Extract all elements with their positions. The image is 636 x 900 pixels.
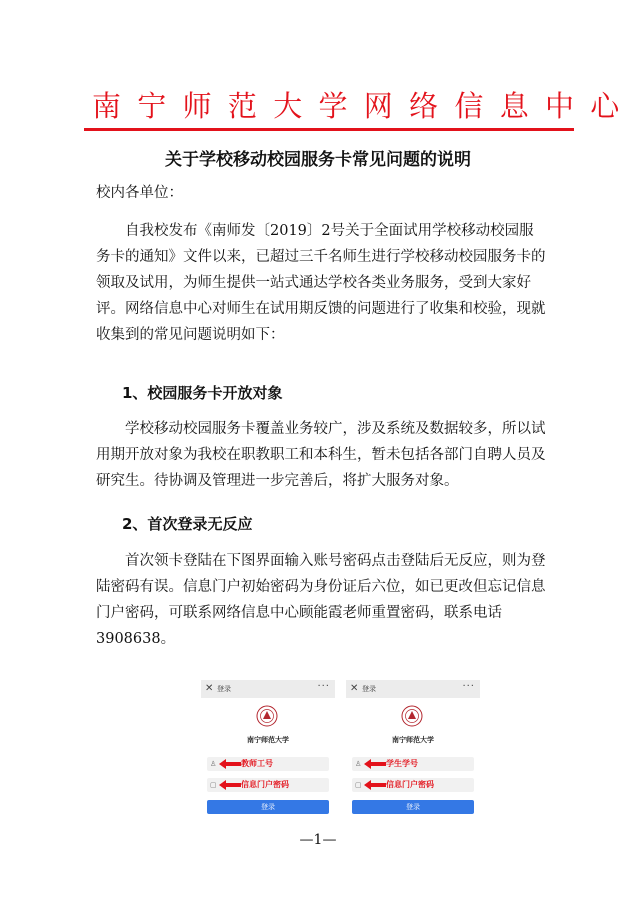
- login-screenshot-student: [346, 680, 480, 818]
- user-icon: ♙: [355, 760, 362, 768]
- university-name: 南宁师范大学: [392, 736, 434, 744]
- lock-icon: ▢: [210, 781, 217, 789]
- salutation: 校内各单位：: [96, 185, 183, 201]
- section-2-heading: 2、首次登录无反应: [122, 515, 253, 533]
- account-field[interactable]: [207, 757, 329, 771]
- lock-icon: ▢: [355, 781, 362, 789]
- red-arrow-icon: [219, 780, 241, 790]
- login-button[interactable]: 登录: [352, 800, 474, 814]
- title-bar: [201, 680, 335, 698]
- university-name: 南宁师范大学: [247, 736, 289, 744]
- account-field-label: 教师工号: [241, 759, 273, 768]
- red-arrow-icon: [219, 759, 241, 769]
- password-field-label: 信息门户密码: [386, 780, 434, 789]
- intro-paragraph: 自我校发布《南师发〔2019〕2号关于全面试用学校移动校园服务卡的通知》文件以来，已超过三千名师生进行学校移动校园服务卡的领取及试用，为师生提供一站式通达学校各类业务服务，受到大家好评。网络信息中心对师生在试用期反馈的问题进行了收集和校验，现就收集到的常见问题说明如下：: [96, 223, 546, 343]
- more-icon[interactable]: ···: [317, 681, 330, 692]
- more-icon[interactable]: ···: [462, 681, 475, 692]
- password-field[interactable]: [352, 778, 474, 792]
- section-2-body: 首次领卡登陆在下图界面输入账号密码点击登陆后无反应，则为登陆密码有误。信息门户初始密码为身份证后六位，如已更改但忘记信息门户密码，可联系网络信息中心顾能霞老师重置密码，联系电话3908638。: [96, 553, 546, 647]
- screen-title: 登录: [362, 685, 376, 693]
- letterhead-title: 南宁师范大学网络信息中心: [92, 89, 636, 123]
- login-screenshot-teacher: [201, 680, 335, 818]
- document-title: 关于学校移动校园服务卡常见问题的说明: [165, 150, 471, 170]
- close-icon[interactable]: ✕: [350, 683, 359, 694]
- letterhead-rule: [84, 128, 574, 131]
- password-field[interactable]: [207, 778, 329, 792]
- red-arrow-icon: [364, 759, 386, 769]
- title-bar: [346, 680, 480, 698]
- university-seal-icon: [256, 705, 278, 727]
- account-field[interactable]: [352, 757, 474, 771]
- university-seal-icon: [401, 705, 423, 727]
- section-1-body: 学校移动校园服务卡覆盖业务较广，涉及系统及数据较多，所以试用期开放对象为我校在职教职工和本科生，暂未包括各部门自聘人员及研究生。待协调及管理进一步完善后，将扩大服务对象。: [96, 421, 546, 489]
- close-icon[interactable]: ✕: [205, 683, 214, 694]
- login-button[interactable]: 登录: [207, 800, 329, 814]
- user-icon: ♙: [210, 760, 217, 768]
- page-number: —1—: [299, 832, 337, 848]
- account-field-label: 学生学号: [386, 759, 418, 768]
- section-1-heading: 1、校园服务卡开放对象: [122, 384, 283, 402]
- password-field-label: 信息门户密码: [241, 780, 289, 789]
- screen-title: 登录: [217, 685, 231, 693]
- red-arrow-icon: [364, 780, 386, 790]
